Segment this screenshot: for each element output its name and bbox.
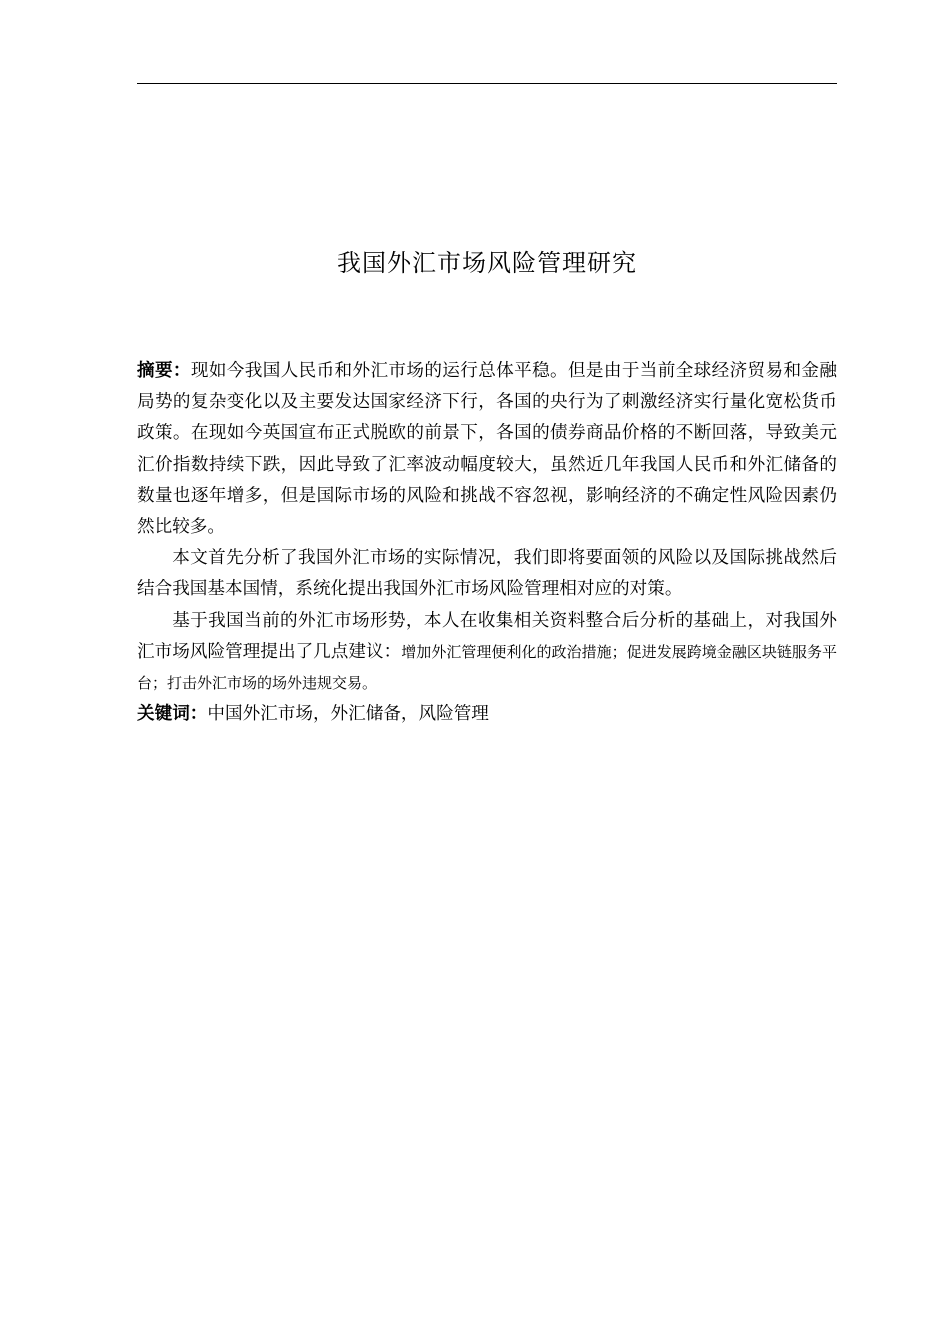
abstract-paragraph-3 xyxy=(137,606,837,700)
abstract-suggestions: 增加外汇管理便利化的政治措施；促进发展跨境金融区块链服务平台；打击外汇市场的场外违规交易。 xyxy=(137,642,837,693)
abstract-paragraph-2: 本文首先分析了我国外汇市场的实际情况，我们即将要面领的风险以及国际挑战然后结合我国基本国情，系统化提出我国外汇市场风险管理相对应的对策。 xyxy=(137,548,837,600)
abstract-section xyxy=(137,356,837,730)
keywords-label: 关键词： xyxy=(137,704,208,725)
abstract-text-1: 现如今我国人民币和外汇市场的运行总体平稳。但是由于当前全球经济贸易和金融局势的复杂变化以及主要发达国家经济下行，各国的央行为了刺激经济实行量化宽松货币政策。在现如今英国宣布正式脱欧的前景下，各国的债券商品价格的不断回落，导致美元汇价指数持续下跌，因此导致了汇率波动幅度较大，虽然近几年我国人民币和外汇储备的数量也逐年增多，但是国际市场的风险和挑战不容忽视，影响经济的不确定性风险因素仍然比较多。 xyxy=(137,361,837,538)
keywords-text: 中国外汇市场，外汇储备，风险管理 xyxy=(207,704,489,725)
abstract-text-3: 基于我国当前的外汇市场形势，本人在收集相关资料整合后分析的基础上，对我国外汇市场风险管理提出了几点建议： xyxy=(137,610,837,662)
abstract-paragraph-1 xyxy=(137,356,837,543)
header-divider xyxy=(137,83,837,84)
abstract-label: 摘要： xyxy=(137,361,191,381)
keywords-line xyxy=(137,699,837,730)
paper-title: 我国外汇市场风险管理研究 xyxy=(337,249,637,277)
